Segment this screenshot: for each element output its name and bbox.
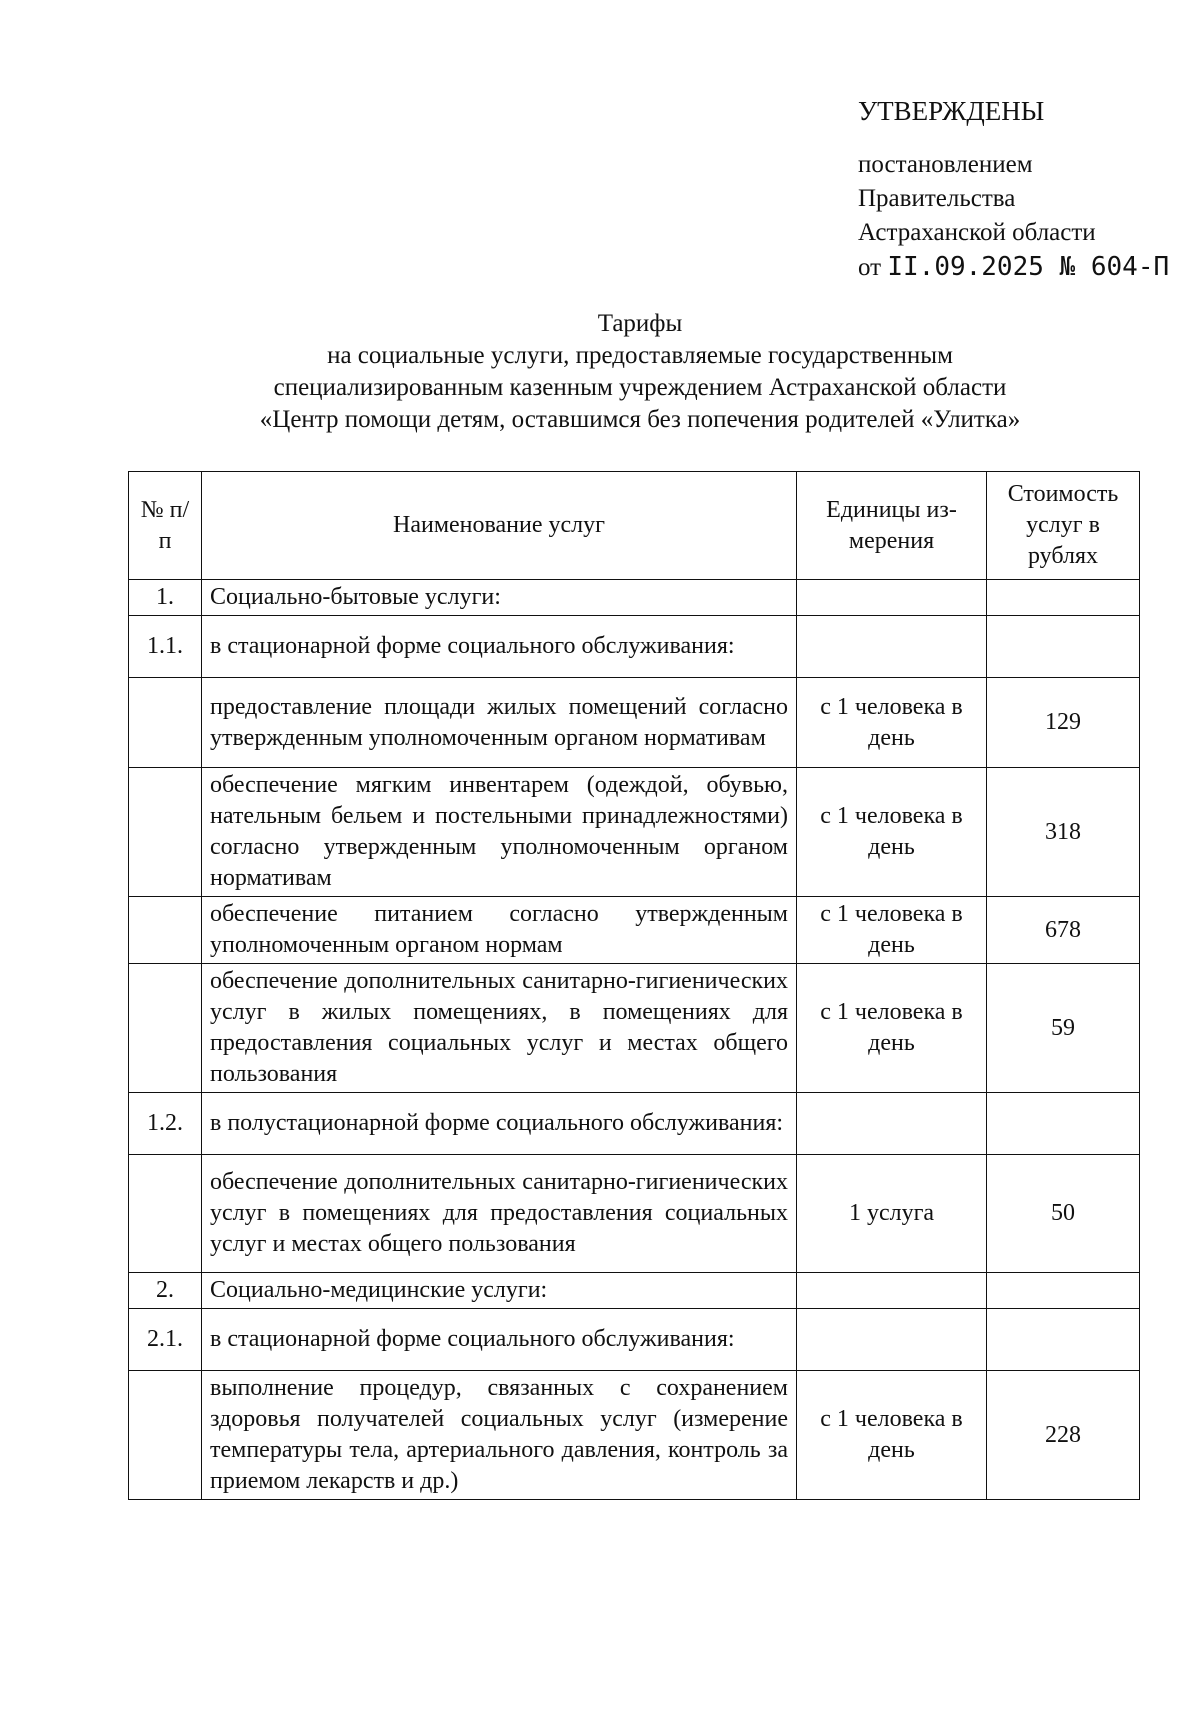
document-title [130, 308, 1150, 436]
tariffs-table [128, 471, 1140, 1500]
table-row [129, 897, 1140, 964]
table-header-row [129, 472, 1140, 580]
row-number-cell [129, 768, 202, 897]
title-line: на социальные услуги, предоставляемые государственным [327, 342, 953, 369]
cost-cell [987, 1273, 1140, 1309]
unit-cell: с 1 человека в день [797, 768, 987, 897]
title-line: «Центр помощи детям, оставшимся без попечения родителей «Улитка» [259, 406, 1021, 433]
table-row [129, 1371, 1140, 1500]
table-row [129, 964, 1140, 1093]
approval-date-prefix: от [858, 254, 882, 281]
service-name-cell: обеспечение дополнительных санитарно-гигиенических услуг в жилых помещениях, в помещениях для предоставления социальных услуг и местах общего пользования [202, 964, 797, 1093]
header-number: № п/п [129, 472, 202, 580]
header-cost: Стоимость услуг в рублях [987, 472, 1140, 580]
service-name-cell: Социально-бытовые услуги: [202, 580, 797, 616]
row-number-cell [129, 964, 202, 1093]
title-line: Тарифы [597, 310, 683, 337]
cost-cell: 129 [987, 678, 1140, 768]
table-row [129, 768, 1140, 897]
row-number-cell [129, 897, 202, 964]
unit-cell: с 1 человека в день [797, 964, 987, 1093]
service-name-cell: обеспечение мягким инвентарем (одеждой, обувью, нательным бельем и постельными принадлежностями) согласно утвержденным уполномоченным органом нормативам [202, 768, 797, 897]
service-name-cell: предоставление площади жилых помещений согласно утвержденным уполномоченным органом нормативам [202, 678, 797, 768]
approval-line: Астраханской области [858, 219, 1096, 246]
row-number-cell: 2.1. [129, 1309, 202, 1371]
table-row [129, 1155, 1140, 1273]
table-row [129, 1309, 1140, 1371]
cost-cell [987, 580, 1140, 616]
header-service-name: Наименование услуг [202, 472, 797, 580]
unit-cell [797, 1309, 987, 1371]
row-number-cell: 1. [129, 580, 202, 616]
unit-cell [797, 616, 987, 678]
unit-cell: с 1 человека в день [797, 1371, 987, 1500]
table-row [129, 1093, 1140, 1155]
approval-line: Правительства [858, 185, 1016, 212]
header-unit: Единицы из-мерения [797, 472, 987, 580]
table-row [129, 678, 1140, 768]
unit-cell [797, 1093, 987, 1155]
table-row [129, 616, 1140, 678]
unit-cell [797, 1273, 987, 1309]
cost-cell: 678 [987, 897, 1140, 964]
service-name-cell: в стационарной форме социального обслуживания: [202, 616, 797, 678]
approval-date-row [858, 250, 1178, 285]
title-line: специализированным казенным учреждением Астраханской области [273, 374, 1007, 401]
cost-cell [987, 1309, 1140, 1371]
service-name-cell: обеспечение дополнительных санитарно-гигиенических услуг в помещениях для предоставления социальных услуг и местах общего пользования [202, 1155, 797, 1273]
unit-cell: с 1 человека в день [797, 678, 987, 768]
table-body [129, 580, 1140, 1500]
approval-block [858, 94, 1178, 285]
unit-cell [797, 580, 987, 616]
service-name-cell: Социально-медицинские услуги: [202, 1273, 797, 1309]
row-number-cell [129, 1155, 202, 1273]
unit-cell: с 1 человека в день [797, 897, 987, 964]
row-number-cell: 2. [129, 1273, 202, 1309]
row-number-cell [129, 678, 202, 768]
cost-cell [987, 1093, 1140, 1155]
approval-date-number: II.09.2025 № 604-П [887, 252, 1170, 282]
row-number-cell: 1.2. [129, 1093, 202, 1155]
service-name-cell: в стационарной форме социального обслуживания: [202, 1309, 797, 1371]
service-name-cell: обеспечение питанием согласно утвержденным уполномоченным органом нормам [202, 897, 797, 964]
cost-cell: 50 [987, 1155, 1140, 1273]
table-row [129, 580, 1140, 616]
service-name-cell: выполнение процедур, связанных с сохранением здоровья получателей социальных услуг (измерение температуры тела, артериального давления, контроль за приемом лекарств и др.) [202, 1371, 797, 1500]
approval-line: постановлением [858, 151, 1033, 178]
approval-heading: УТВЕРЖДЕНЫ [858, 96, 1045, 126]
cost-cell [987, 616, 1140, 678]
row-number-cell: 1.1. [129, 616, 202, 678]
row-number-cell [129, 1371, 202, 1500]
cost-cell: 318 [987, 768, 1140, 897]
unit-cell: 1 услуга [797, 1155, 987, 1273]
cost-cell: 59 [987, 964, 1140, 1093]
cost-cell: 228 [987, 1371, 1140, 1500]
service-name-cell: в полустационарной форме социального обслуживания: [202, 1093, 797, 1155]
table-row [129, 1273, 1140, 1309]
